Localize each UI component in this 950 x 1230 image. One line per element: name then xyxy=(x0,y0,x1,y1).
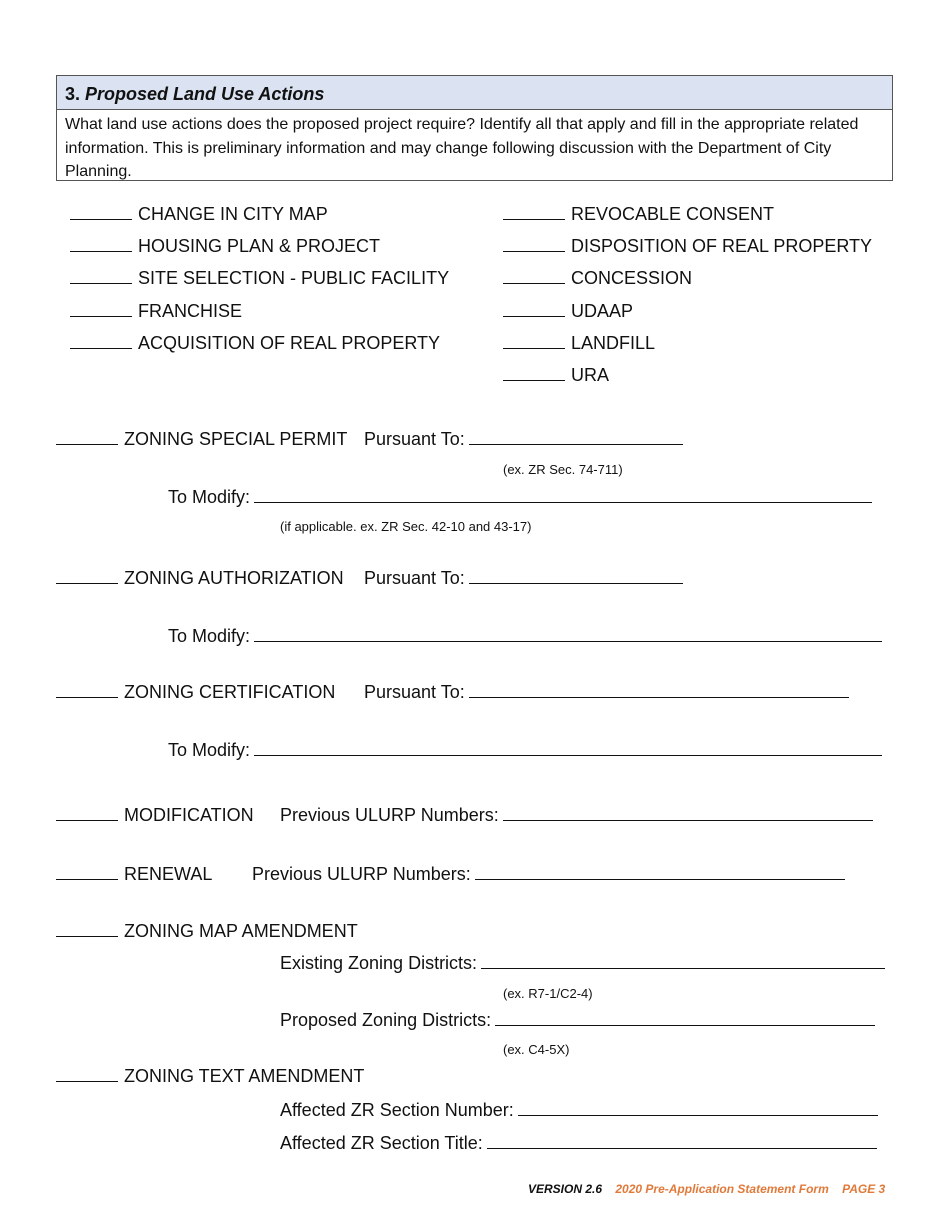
check-blank[interactable] xyxy=(56,568,118,584)
modification-ulurp-field[interactable] xyxy=(503,805,873,821)
special-permit-pursuant-hint: (ex. ZR Sec. 74-711) xyxy=(503,462,623,477)
check-blank[interactable] xyxy=(503,301,565,317)
check-blank[interactable] xyxy=(56,805,118,821)
check-blank[interactable] xyxy=(56,1066,118,1082)
renewal-row[interactable]: RENEWAL xyxy=(56,863,212,885)
action-disposition[interactable]: DISPOSITION OF REAL PROPERTY xyxy=(503,235,872,257)
section-title: Proposed Land Use Actions xyxy=(85,84,325,104)
special-permit-pursuant-field[interactable] xyxy=(469,429,683,445)
check-blank[interactable] xyxy=(70,204,132,220)
certification-modify-field[interactable] xyxy=(254,740,882,756)
special-permit-modify[interactable]: To Modify: xyxy=(168,486,872,508)
check-blank[interactable] xyxy=(70,268,132,284)
modification-ulurp[interactable]: Previous ULURP Numbers: xyxy=(280,804,873,826)
proposed-districts-field[interactable] xyxy=(495,1010,875,1026)
action-housing-plan[interactable]: HOUSING PLAN & PROJECT xyxy=(70,235,380,257)
special-permit-row[interactable]: ZONING SPECIAL PERMIT xyxy=(56,428,347,450)
special-permit-pursuant[interactable]: Pursuant To: xyxy=(364,428,683,450)
certification-pursuant-field[interactable] xyxy=(469,682,849,698)
existing-districts-hint: (ex. R7-1/C2-4) xyxy=(503,986,593,1001)
special-permit-modify-field[interactable] xyxy=(254,487,872,503)
action-revocable-consent[interactable]: REVOCABLE CONSENT xyxy=(503,203,774,225)
check-blank[interactable] xyxy=(503,204,565,220)
action-change-city-map[interactable]: CHANGE IN CITY MAP xyxy=(70,203,328,225)
section-header xyxy=(57,76,892,110)
page-footer xyxy=(528,1182,885,1196)
check-blank[interactable] xyxy=(70,301,132,317)
special-permit-modify-hint: (if applicable. ex. ZR Sec. 42-10 and 43-17) xyxy=(280,519,532,534)
zr-section-title-field[interactable] xyxy=(487,1133,877,1149)
map-amendment-row[interactable]: ZONING MAP AMENDMENT xyxy=(56,920,358,942)
authorization-modify[interactable]: To Modify: xyxy=(168,625,882,647)
action-site-selection[interactable]: SITE SELECTION - PUBLIC FACILITY xyxy=(70,267,449,289)
check-blank[interactable] xyxy=(503,365,565,381)
existing-districts[interactable]: Existing Zoning Districts: xyxy=(280,952,885,974)
action-landfill[interactable]: LANDFILL xyxy=(503,332,655,354)
footer-version: VERSION 2.6 xyxy=(528,1182,603,1196)
zr-section-title[interactable]: Affected ZR Section Title: xyxy=(280,1132,877,1154)
proposed-districts-hint: (ex. C4-5X) xyxy=(503,1042,570,1057)
proposed-districts[interactable]: Proposed Zoning Districts: xyxy=(280,1009,875,1031)
authorization-modify-field[interactable] xyxy=(254,626,882,642)
existing-districts-field[interactable] xyxy=(481,953,885,969)
certification-pursuant[interactable]: Pursuant To: xyxy=(364,681,849,703)
action-udaap[interactable]: UDAAP xyxy=(503,300,633,322)
renewal-ulurp-field[interactable] xyxy=(475,864,845,880)
check-blank[interactable] xyxy=(503,236,565,252)
check-blank[interactable] xyxy=(503,268,565,284)
authorization-pursuant-field[interactable] xyxy=(469,568,683,584)
authorization-pursuant[interactable]: Pursuant To: xyxy=(364,567,683,589)
zr-section-number[interactable]: Affected ZR Section Number: xyxy=(280,1099,878,1121)
authorization-row[interactable]: ZONING AUTHORIZATION xyxy=(56,567,344,589)
footer-form-name: 2020 Pre-Application Statement Form xyxy=(615,1182,829,1196)
modification-row[interactable]: MODIFICATION xyxy=(56,804,254,826)
zr-section-number-field[interactable] xyxy=(518,1100,878,1116)
check-blank[interactable] xyxy=(56,429,118,445)
action-acquisition[interactable]: ACQUISITION OF REAL PROPERTY xyxy=(70,332,440,354)
text-amendment-row[interactable]: ZONING TEXT AMENDMENT xyxy=(56,1065,364,1087)
check-blank[interactable] xyxy=(56,682,118,698)
check-blank[interactable] xyxy=(56,921,118,937)
check-blank[interactable] xyxy=(70,333,132,349)
certification-row[interactable]: ZONING CERTIFICATION xyxy=(56,681,335,703)
section-box xyxy=(56,75,893,181)
certification-modify[interactable]: To Modify: xyxy=(168,739,882,761)
action-concession[interactable]: CONCESSION xyxy=(503,267,692,289)
renewal-ulurp[interactable]: Previous ULURP Numbers: xyxy=(252,863,845,885)
section-number: 3. xyxy=(65,84,81,104)
footer-page-number: PAGE 3 xyxy=(842,1182,886,1196)
action-franchise[interactable]: FRANCHISE xyxy=(70,300,242,322)
check-blank[interactable] xyxy=(503,333,565,349)
action-ura[interactable]: URA xyxy=(503,364,609,386)
section-intro: What land use actions does the proposed project require? Identify all that apply and fill in the appropriate related information. This is preliminary information and may change following discussion with the Department of City Planning. xyxy=(65,116,859,180)
check-blank[interactable] xyxy=(70,236,132,252)
check-blank[interactable] xyxy=(56,864,118,880)
